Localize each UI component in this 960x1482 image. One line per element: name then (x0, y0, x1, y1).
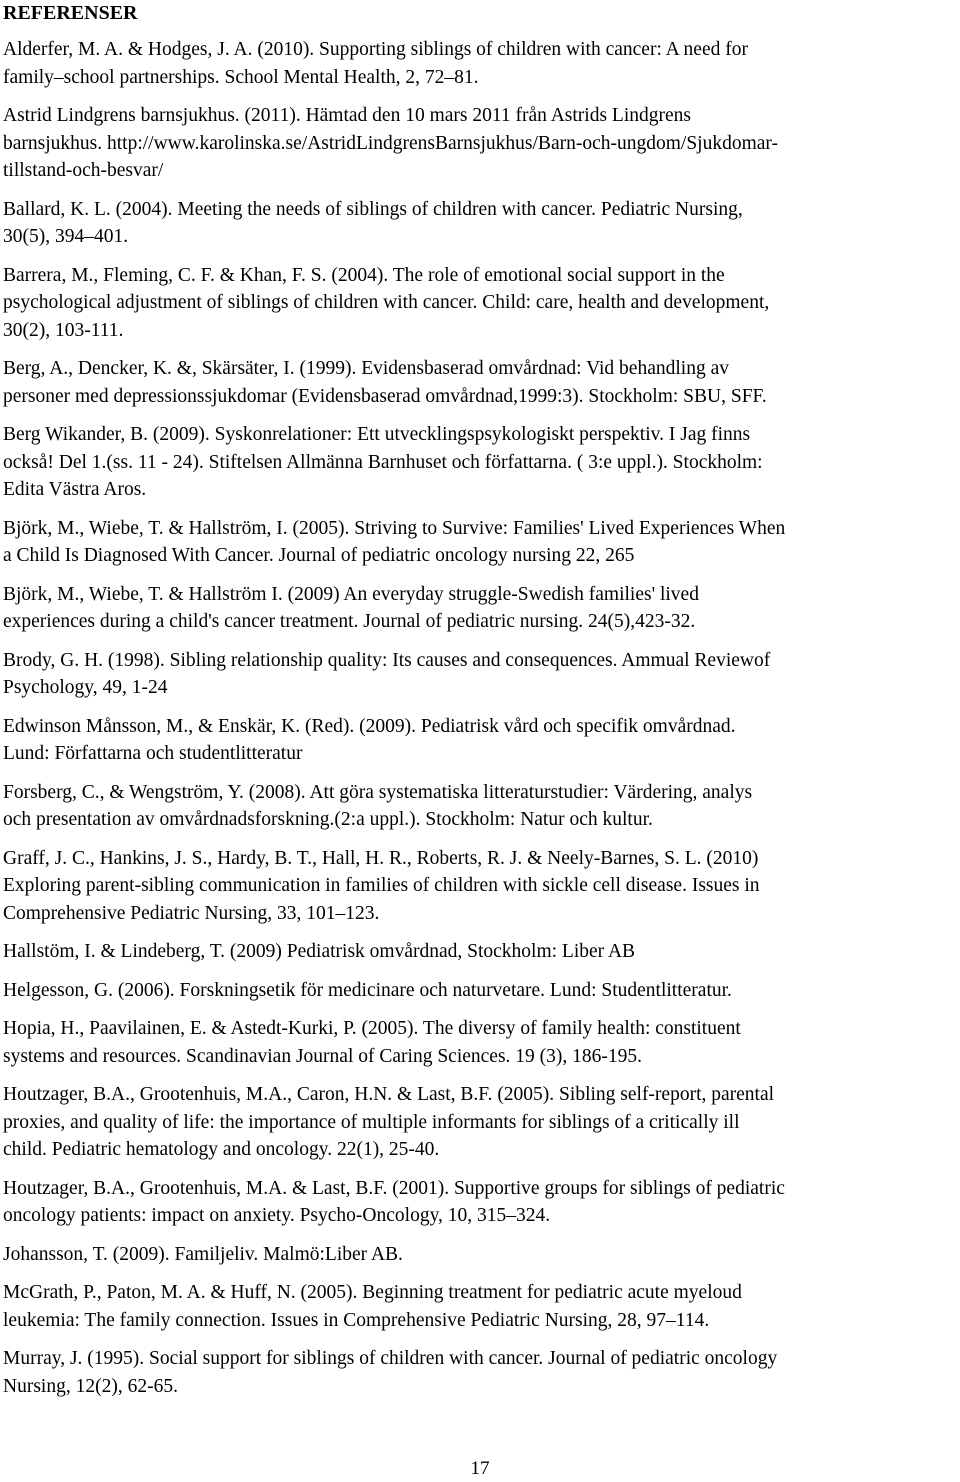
reference-entry (3, 36, 958, 91)
reference-line: och presentation av omvårdnadsforskning.(2:a uppl.). Stockholm: Natur och kultur. (3, 809, 653, 830)
reference-line: Murray, J. (1995). Social support for siblings of children with cancer. Journal of pediatric oncology (3, 1348, 778, 1369)
reference-entry (3, 355, 958, 410)
reference-line: Hopia, H., Paavilainen, E. & Astedt-Kurki, P. (2005). The diversy of family health: constituent (3, 1018, 741, 1039)
reference-line: McGrath, P., Paton, M. A. & Huff, N. (2005). Beginning treatment for pediatric acute myeloud (3, 1282, 742, 1303)
reference-line: personer med depressionssjukdomar (Evidensbaserad omvårdnad,1999:3). Stockholm: SBU, SFF. (3, 385, 767, 407)
reference-entry (3, 713, 958, 768)
reference-line: Astrid Lindgrens barnsjukhus. (2011). Hämtad den 10 mars 2011 från Astrids Lindgrens (3, 105, 691, 126)
reference-entry (3, 1279, 958, 1334)
reference-line: Johansson, T. (2009). Familjeliv. Malmö:Liber AB. (3, 1243, 403, 1265)
reference-entry (3, 779, 958, 834)
reference-line: Berg Wikander, B. (2009). Syskonrelationer: Ett utvecklingspsykologiskt perspektiv. I Jag finns (3, 424, 751, 445)
reference-entry (3, 647, 958, 702)
reference-line: Berg, A., Dencker, K. &, Skärsäter, I. (1999). Evidensbaserad omvårdnad: Vid behandling av (3, 358, 729, 379)
reference-line: psychological adjustment of siblings of children with cancer. Child: care, health and development, (3, 292, 770, 313)
reference-line: Houtzager, B.A., Grootenhuis, M.A., Caron, H.N. & Last, B.F. (2005). Sibling self-report, parental (3, 1084, 775, 1105)
reference-entry (3, 421, 958, 504)
reference-line: leukemia: The family connection. Issues in Comprehensive Pediatric Nursing, 28, 97–114. (3, 1309, 710, 1331)
reference-entry (3, 515, 958, 570)
reference-line: Brody, G. H. (1998). Sibling relationship quality: Its causes and consequences. Ammual Reviewof (3, 649, 771, 671)
reference-entry (3, 938, 958, 966)
reference-entry (3, 1345, 958, 1400)
reference-line: child. Pediatric hematology and oncology. 22(1), 25-40. (3, 1139, 440, 1160)
reference-line: Björk, M., Wiebe, T. & Hallström I. (2009) An everyday struggle-Swedish families' lived (3, 583, 699, 605)
reference-line: barnsjukhus. http://www.karolinska.se/AstridLindgrensBarnsjukhus/Barn-och-ungdom/Sjukdomar- (3, 132, 779, 154)
reference-line: a Child Is Diagnosed With Cancer. Journal of pediatric oncology nursing 22, 265 (3, 545, 635, 566)
reference-entry (3, 1241, 958, 1269)
reference-entry (3, 102, 958, 185)
reference-line: proxies, and quality of life: the importance of multiple informants for siblings of a critically ill (3, 1111, 740, 1133)
reference-entry (3, 262, 958, 345)
reference-line: 30(2), 103-111. (3, 319, 124, 341)
reference-line: Exploring parent-sibling communication in families of children with sickle cell disease. Issues in (3, 875, 760, 896)
reference-line: 30(5), 394–401. (3, 226, 129, 247)
reference-entry (3, 581, 958, 636)
reference-line: Helgesson, G. (2006). Forskningsetik för medicinare och naturvetare. Lund: Studentlitteratur. (3, 979, 732, 1001)
reference-line: Comprehensive Pediatric Nursing, 33, 101–123. (3, 902, 380, 924)
reference-line: Nursing, 12(2), 62-65. (3, 1375, 178, 1397)
reference-entry (3, 1081, 958, 1164)
reference-entry (3, 845, 958, 928)
reference-line: Ballard, K. L. (2004). Meeting the needs of siblings of children with cancer. Pediatric Nursing, (3, 198, 743, 220)
reference-line: oncology patients: impact on anxiety. Psycho-Oncology, 10, 315–324. (3, 1205, 551, 1226)
reference-line: Alderfer, M. A. & Hodges, J. A. (2010). Supporting siblings of children with cancer: A need for (3, 39, 748, 60)
reference-entry (3, 1015, 958, 1070)
reference-entry (3, 1175, 958, 1230)
reference-entry (3, 977, 958, 1005)
page-heading: REFERENSER (3, 2, 138, 24)
reference-entry (3, 196, 958, 251)
reference-line: Lund: Författarna och studentlitteratur (3, 743, 303, 764)
reference-line: Barrera, M., Fleming, C. F. & Khan, F. S. (2004). The role of emotional social support in the (3, 264, 725, 286)
reference-line: tillstand-och-besvar/ (3, 160, 164, 181)
reference-line: family–school partnerships. School Mental Health, 2, 72–81. (3, 66, 479, 88)
reference-line: Edwinson Månsson, M., & Enskär, K. (Red). (2009). Pediatrisk vård och specifik omvårdnad. (3, 715, 736, 737)
reference-line: Forsberg, C., & Wengström, Y. (2008). Att göra systematiska litteraturstudier: Värdering, analys (3, 781, 753, 803)
reference-line: också! Del 1.(ss. 11 - 24). Stiftelsen Allmänna Barnhuset och författarna. ( 3:e uppl.). Stockholm: (3, 451, 763, 473)
reference-line: experiences during a child's cancer treatment. Journal of pediatric nursing. 24(5),423-32. (3, 611, 696, 632)
reference-line: Houtzager, B.A., Grootenhuis, M.A. & Last, B.F. (2001). Supportive groups for siblings of pediatric (3, 1177, 785, 1199)
reference-line: Psychology, 49, 1-24 (3, 677, 168, 698)
page-number: 17 (470, 1458, 490, 1479)
reference-line: Edita Västra Aros. (3, 479, 147, 500)
reference-line: systems and resources. Scandinavian Journal of Caring Sciences. 19 (3), 186-195. (3, 1045, 643, 1067)
reference-line: Björk, M., Wiebe, T. & Hallström, I. (2005). Striving to Survive: Families' Lived Experiences When (3, 517, 786, 539)
reference-line: Hallstöm, I. & Lindeberg, T. (2009) Pediatrisk omvårdnad, Stockholm: Liber AB (3, 941, 636, 962)
reference-line: Graff, J. C., Hankins, J. S., Hardy, B. T., Hall, H. R., Roberts, R. J. & Neely-Barnes, S. L. (2010) (3, 847, 759, 869)
reference-list (3, 36, 958, 1411)
